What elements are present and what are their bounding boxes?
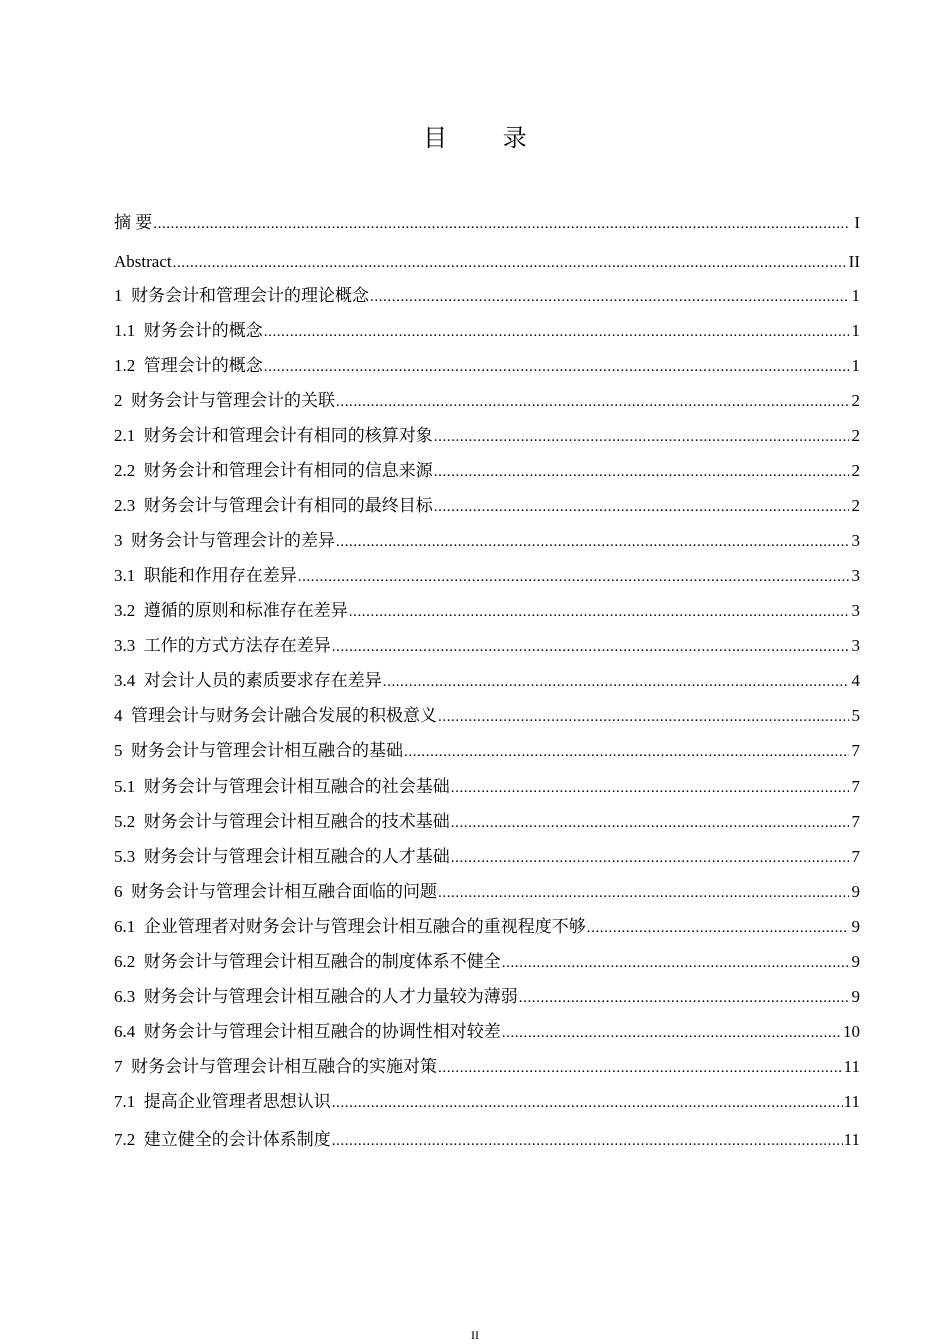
toc-entry[interactable] — [114, 493, 860, 517]
dot-leader — [438, 883, 849, 903]
toc-entry[interactable] — [114, 353, 860, 377]
toc-section-number: 6.2 — [114, 952, 144, 971]
toc-page-number: 3 — [851, 531, 860, 550]
toc-page-number: 2 — [851, 426, 860, 445]
toc-entry-title: 对会计人员的素质要求存在差异 — [143, 671, 382, 690]
toc-entry[interactable] — [114, 774, 860, 798]
toc-page-number: 2 — [851, 496, 860, 515]
toc-section-number: 3 — [114, 531, 131, 550]
toc-entry[interactable] — [114, 563, 860, 587]
toc-entry-title: 财务会计与管理会计相互融合的技术基础 — [143, 812, 450, 831]
toc-entry-title: 财务会计的概念 — [143, 321, 263, 340]
toc-entry-title: 财务会计和管理会计的理论概念 — [131, 286, 369, 305]
toc-entry[interactable] — [114, 738, 860, 762]
toc-entry-title: 财务会计与管理会计的关联 — [131, 391, 335, 410]
toc-section-number: 7.2 — [114, 1130, 144, 1149]
toc-page-number: 2 — [851, 461, 860, 480]
toc-page-number: 9 — [851, 952, 860, 971]
dot-leader — [438, 707, 849, 727]
toc-section-number: 7.1 — [114, 1092, 144, 1111]
toc-section-number: 6.3 — [114, 987, 144, 1006]
toc-section-number: 3.4 — [114, 671, 144, 690]
toc-section-number: 5.3 — [114, 847, 144, 866]
toc-entry-title: 财务会计和管理会计有相同的核算对象 — [143, 426, 433, 445]
dot-leader — [451, 813, 849, 833]
toc-section-number: 3.3 — [114, 636, 144, 655]
toc-entry-title: Abstract — [114, 252, 172, 271]
toc-page-number: 7 — [851, 741, 860, 760]
toc-section-number: 2.1 — [114, 426, 144, 445]
toc-page-number: 3 — [851, 601, 860, 620]
dot-leader — [434, 427, 849, 447]
toc-page-number: 7 — [851, 847, 860, 866]
toc-page-number: 3 — [851, 566, 860, 585]
toc-section-number: 5.2 — [114, 812, 144, 831]
page-title: 目 录 — [423, 124, 551, 152]
toc-section-number: 2 — [114, 391, 131, 410]
toc-entry-title: 财务会计与管理会计相互融合的人才力量较为薄弱 — [143, 987, 518, 1006]
dot-leader — [332, 1093, 843, 1113]
toc-entry[interactable] — [114, 879, 860, 903]
toc-entry-title: 财务会计和管理会计有相同的信息来源 — [143, 461, 433, 480]
toc-page-number: I — [854, 213, 860, 232]
toc-entry[interactable] — [114, 984, 860, 1008]
dot-leader — [434, 497, 849, 517]
toc-entry[interactable] — [114, 249, 860, 273]
toc-entry[interactable] — [114, 458, 860, 482]
toc-section-number: 2.2 — [114, 461, 144, 480]
toc-entry-title: 财务会计与管理会计相互融合的人才基础 — [143, 847, 450, 866]
dot-leader — [383, 672, 849, 692]
toc-entry-title: 财务会计与管理会计相互融合的基础 — [131, 741, 403, 760]
toc-page-number: 5 — [851, 706, 860, 725]
toc-entry[interactable] — [114, 423, 860, 447]
toc-section-number: 1 — [114, 286, 131, 305]
toc-entry-title: 管理会计与财务会计融合发展的积极意义 — [131, 706, 437, 725]
page-number-footer: II — [471, 1328, 479, 1342]
dot-leader — [153, 214, 849, 234]
dot-leader — [298, 567, 849, 587]
toc-section-number: 3.2 — [114, 601, 144, 620]
toc-page-number: 3 — [851, 636, 860, 655]
toc-section-number: 5.1 — [114, 777, 144, 796]
toc-entry-title: 建立健全的会计体系制度 — [143, 1130, 331, 1149]
toc-entry-title: 财务会计与管理会计相互融合的社会基础 — [143, 777, 450, 796]
dot-leader — [434, 462, 849, 482]
toc-entry-title: 企业管理者对财务会计与管理会计相互融合的重视程度不够 — [143, 917, 586, 936]
toc-entry-title: 财务会计与管理会计有相同的最终目标 — [143, 496, 433, 515]
dot-leader — [451, 848, 849, 868]
toc-section-number: 6.4 — [114, 1022, 144, 1041]
toc-section-number: 7 — [114, 1057, 131, 1076]
toc-entry-title: 财务会计与管理会计的差异 — [131, 531, 335, 550]
toc-section-number: 6 — [114, 882, 131, 901]
toc-entry-title: 职能和作用存在差异 — [143, 566, 297, 585]
toc-entry-title: 摘 要 — [114, 213, 153, 232]
dot-leader — [264, 357, 849, 377]
toc-entry-title: 遵循的原则和标准存在差异 — [143, 601, 348, 620]
toc-page-number: 11 — [843, 1130, 860, 1149]
toc-entry[interactable] — [114, 598, 860, 622]
toc-entry[interactable] — [114, 633, 860, 657]
dot-leader — [370, 287, 849, 307]
dot-leader — [404, 742, 849, 762]
toc-page-number: 9 — [851, 882, 860, 901]
toc-page-number: 11 — [843, 1092, 860, 1111]
toc-entry[interactable] — [114, 809, 860, 833]
toc-page-number: 10 — [843, 1022, 860, 1041]
toc-page-number: 4 — [851, 671, 860, 690]
toc-entry[interactable] — [114, 703, 860, 727]
toc-entry[interactable] — [114, 1089, 860, 1113]
dot-leader — [519, 988, 849, 1008]
toc-page-number: 9 — [851, 917, 860, 936]
dot-leader — [587, 918, 849, 938]
toc-entry[interactable] — [114, 668, 860, 692]
toc-page-number: 9 — [851, 987, 860, 1006]
toc-section-number: 3.1 — [114, 566, 144, 585]
toc-entry[interactable] — [114, 949, 860, 973]
toc-entry[interactable] — [114, 283, 860, 307]
toc-entry-title: 财务会计与管理会计相互融合面临的问题 — [131, 882, 437, 901]
toc-page-number: 2 — [851, 391, 860, 410]
dot-leader — [349, 602, 849, 622]
toc-entry[interactable] — [114, 528, 860, 552]
toc-section-number: 2.3 — [114, 496, 144, 515]
dot-leader — [332, 1131, 843, 1151]
dot-leader — [438, 1058, 843, 1078]
dot-leader — [332, 637, 849, 657]
toc-entry[interactable] — [114, 844, 860, 868]
toc-page-number: II — [848, 252, 860, 271]
toc-entry-title: 财务会计与管理会计相互融合的协调性相对较差 — [143, 1022, 501, 1041]
toc-page-number: 1 — [851, 286, 860, 305]
toc-page-number: 7 — [851, 777, 860, 796]
toc-entry[interactable] — [114, 388, 860, 412]
dot-leader — [336, 392, 849, 412]
toc-page-number: 7 — [851, 812, 860, 831]
toc-section-number: 5 — [114, 741, 131, 760]
dot-leader — [502, 1023, 842, 1043]
dot-leader — [451, 778, 849, 798]
toc-entry[interactable] — [114, 1054, 860, 1078]
toc-page-number: 1 — [851, 321, 860, 340]
dot-leader — [264, 322, 849, 342]
toc-entry[interactable] — [114, 1019, 860, 1043]
toc-entry-title: 财务会计与管理会计相互融合的制度体系不健全 — [143, 952, 501, 971]
dot-leader — [502, 953, 849, 973]
toc-entry[interactable] — [114, 318, 860, 342]
toc-entry[interactable] — [114, 1127, 860, 1151]
toc-entry[interactable] — [114, 210, 860, 234]
toc-page-number: 11 — [843, 1057, 860, 1076]
toc-section-number: 1.1 — [114, 321, 144, 340]
dot-leader — [336, 532, 849, 552]
toc-section-number: 1.2 — [114, 356, 144, 375]
toc-section-number: 4 — [114, 706, 131, 725]
toc-section-number: 6.1 — [114, 917, 144, 936]
toc-entry-title: 工作的方式方法存在差异 — [143, 636, 331, 655]
toc-entry-title: 提高企业管理者思想认识 — [143, 1092, 331, 1111]
toc-entry-title: 财务会计与管理会计相互融合的实施对策 — [131, 1057, 437, 1076]
toc-entry[interactable] — [114, 914, 860, 938]
toc-page-number: 1 — [851, 356, 860, 375]
toc-entry-title: 管理会计的概念 — [143, 356, 263, 375]
dot-leader — [173, 253, 848, 273]
